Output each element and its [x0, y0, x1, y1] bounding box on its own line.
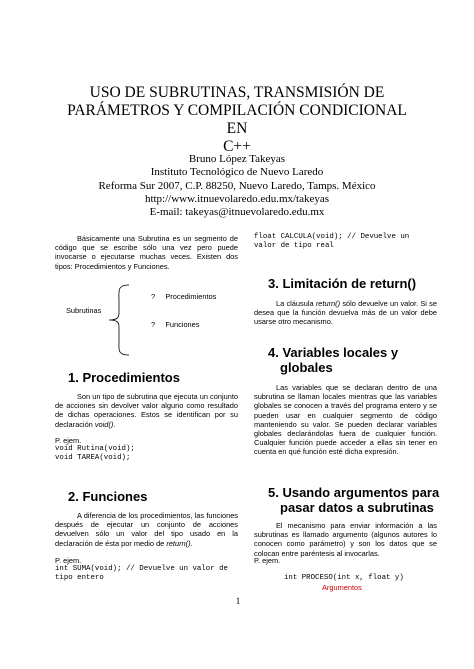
section-1-text: Son un tipo de subrutina que ejecuta un conjunto de acciones sin devolver valor alguno como resultado de dichas operaciones. Estos se identifican por su declaración — [55, 392, 238, 429]
code-line: tipo entero — [55, 574, 104, 583]
section-3-heading: 3. Limitación de return() — [268, 276, 417, 291]
author-block — [60, 153, 414, 219]
section-3-emphasis: return() — [315, 299, 341, 308]
page-number: 1 — [235, 596, 241, 606]
title-line-2: PARÁMETROS Y COMPILACIÓN CONDICIONAL EN — [67, 102, 407, 137]
intro-paragraph: Básicamente una Subrutina es un segmento de código que se escribe sólo una vez pero puede invocarse o ejecutarse muchas veces. Existen dos tipos: Procedimientos y Funciones. — [55, 234, 238, 271]
author-email[interactable]: E-mail: takeyas@itnuevolaredo.edu.mx — [149, 206, 325, 219]
section-2-text-end: . — [190, 538, 193, 548]
section-2-heading: 2. Funciones — [68, 489, 148, 504]
title-line-1: USO DE SUBRUTINAS, TRANSMISIÓN DE — [89, 84, 385, 101]
brace-icon — [103, 283, 133, 357]
section-5-paragraph: El mecanismo para enviar información a las subrutinas es llamado argumento (algunos autores lo conocen como parámetro) y son los datos que se colocan entre paréntesis al invocarlas. — [254, 521, 437, 558]
section-1-text-end: . — [113, 419, 116, 429]
code-line: void Rutina(void); — [55, 445, 135, 453]
section-2-code — [55, 565, 228, 583]
code-line: valor de tipo real — [254, 242, 334, 251]
section-1-paragraph — [55, 392, 238, 429]
right-code-block — [254, 233, 409, 251]
author-name: Bruno López Takeyas — [188, 153, 286, 165]
section-4-heading-line: globales — [280, 360, 333, 375]
section-4-heading-line: 4. Variables locales y — [268, 345, 399, 360]
code-line: int SUMA(void); // Devuelve un valor de — [55, 565, 228, 573]
section-5-heading — [268, 485, 439, 515]
section-3-paragraph — [254, 299, 437, 327]
section-2-example-label: P. ejem. — [55, 556, 82, 565]
section-1-heading: 1. Procedimientos — [68, 370, 180, 385]
section-3-text-start: La cláusula — [276, 299, 316, 308]
diagram-item-funciones: ? Funciones — [151, 320, 200, 329]
section-2-text: A diferencia de los procedimientos, las funciones después de ejecutar un conjunto de acciones devuelven sólo un valor del tipo usado en la declaración de ésta por medio de — [55, 511, 238, 548]
section-4-paragraph: Las variables que se declaran dentro de una subrutina se llaman locales mientras que las variables globales se conocen a través del programa entero y se pueden usar en cualquier segmento de código manteniendo su valor. Se pueden declarar variables globales declarándolas fuera de cualquier función. Cualquier función puede acceder a ellas sin tener en cuenta en qué función esté dicha expresión. — [254, 383, 437, 457]
section-4-heading — [268, 345, 398, 375]
section-3-text: sólo devuelve un valor. Si se desea que la función devuelva más de un valor debe usarse otro mecanismo. — [254, 299, 437, 327]
section-5-heading-line: 5. Usando argumentos para — [268, 485, 440, 500]
code-line: float CALCULA(void); // Devuelve un — [254, 233, 410, 241]
code-line: void TAREA(void); — [55, 454, 131, 463]
diagram-item-procedimientos: ? Procedimientos — [151, 292, 217, 301]
title-line-3: C++ — [223, 138, 251, 155]
section-1-example-label: P. ejem. — [55, 436, 82, 445]
section-5-code: int PROCESO(int x, float y) — [284, 574, 404, 582]
section-2-paragraph — [55, 511, 238, 548]
diagram-root-label: Subrutinas — [66, 306, 102, 315]
author-institution: Instituto Tecnológico de Nuevo Laredo — [150, 166, 324, 179]
author-address: Reforma Sur 2007, C.P. 88250, Nuevo Laredo, Tamps. México — [98, 179, 376, 192]
section-2-emphasis: return() — [166, 538, 191, 548]
document-title — [60, 84, 414, 156]
author-url[interactable]: http://www.itnuevolaredo.edu.mx/takeyas — [144, 192, 330, 205]
section-1-emphasis: void() — [94, 419, 114, 429]
section-1-code — [55, 445, 135, 463]
arguments-annotation: Argumentos — [322, 583, 362, 592]
section-5-example-label: P. ejem. — [254, 556, 281, 565]
section-5-heading-line: pasar datos a subrutinas — [280, 500, 434, 515]
